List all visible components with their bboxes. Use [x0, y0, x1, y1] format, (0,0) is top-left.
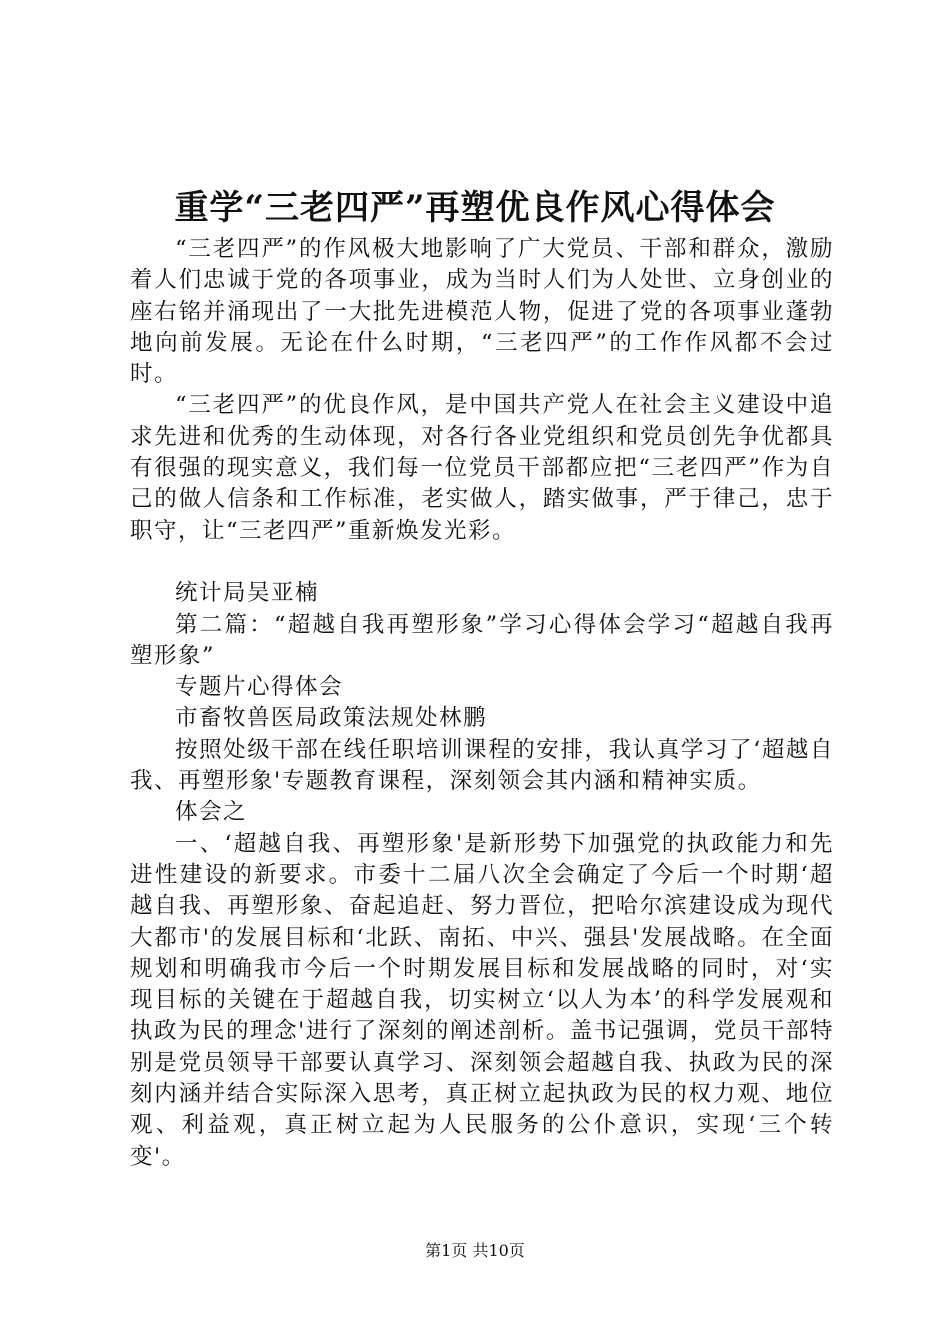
author-line: 统计局吴亚楠: [175, 580, 320, 607]
section-heading: 第二篇：“超越自我再塑形象”学习心得体会学习“超越自我再塑形象”: [130, 611, 834, 669]
paragraph: “三老四严”的优良作风，是中国共产党人在社会主义建设中追求先进和优秀的生动体现，对各行各业党组织和党员创先争优都具有很强的现实意义，我们每一位党员干部都应把“三老四严”作为自己的做人信条和工作标准，老实做人，踏实做事，严于律己，忠于职守，让“三老四严”重新焕发光彩。: [130, 392, 834, 544]
paragraph: “三老四严”的作风极大地影响了广大党员、干部和群众，激励着人们忠诚于党的各项事业，成为当时人们为人处世、立身创业的座右铭并涌现出了一大批先进模范人物，促进了党的各项事业蓬勃地向前发展。无论在什么时期，“三老四严”的工作作风都不会过时。: [130, 236, 834, 388]
paragraph: 按照处级干部在线任职培训课程的安排，我认真学习了‘超越自我、再塑形象'专题教育课程，深刻领会其内涵和精神实质。: [130, 736, 834, 795]
page-number-footer: 第1页 共10页: [425, 1241, 525, 1260]
author-line: 市畜牧兽医局政策法规处林鹏: [175, 705, 488, 732]
blank-line: [130, 547, 834, 578]
document-title: 重学“三老四严”再塑优良作风心得体会: [174, 188, 776, 228]
document-body: [130, 234, 834, 1173]
paragraph: 一、‘超越自我、再塑形象'是新形势下加强党的执政能力和先进性建设的新要求。市委十二届八次全会确定了今后一个时期‘超越自我、再塑形象、奋起追赶、努力晋位，把哈尔滨建设成为现代大都市'的发展目标和‘北跃、南拓、中兴、强县'发展战略。在全面规划和明确我市今后一个时期发展目标和发展战略的同时，对‘实现目标的关键在于超越自我，切实树立‘以人为本’的科学发展观和执政为民的理念'进行了深刻的阐述剖析。盖书记强调，党员干部特别是党员领导干部要认真学习、深刻领会超越自我、执政为民的深刻内涵并结合实际深入思考，真正树立起执政为民的权力观、地位观、利益观，真正树立起为人民服务的公仆意识，实现‘三个转变'。: [130, 830, 834, 1170]
paragraph: 体会之: [175, 799, 248, 826]
section-subheading: 专题片心得体会: [175, 674, 344, 701]
